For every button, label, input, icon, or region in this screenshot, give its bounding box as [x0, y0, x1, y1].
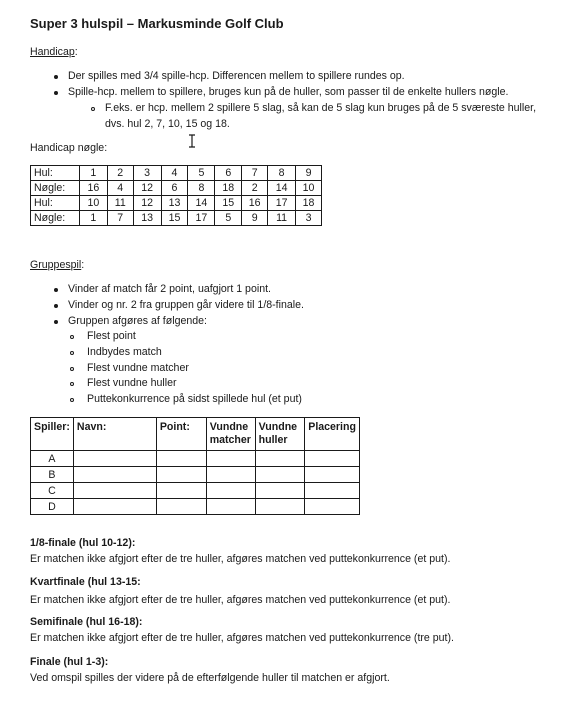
key-cell: 5	[215, 211, 242, 226]
table-row	[31, 483, 360, 499]
key-cell: 4	[161, 166, 188, 181]
empty-cell[interactable]	[73, 467, 156, 483]
criteria-item: Flest vundne huller	[87, 377, 177, 389]
handicap-example-line-2: dvs. hul 2, 7, 10, 15 og 18.	[105, 118, 230, 130]
criteria-item: Flest point	[87, 330, 136, 342]
player-label: C	[31, 483, 74, 499]
key-cell: 17	[268, 196, 296, 211]
group-bullet-1: Vinder af match får 2 point, uafgjort 1 point.	[68, 283, 271, 295]
header-spiller: Spiller:	[31, 418, 74, 451]
empty-cell[interactable]	[156, 499, 206, 515]
handicap-example-line-1: F.eks. er hcp. mellem 2 spillere 5 slag, så kan de 5 slag kun bruges på de 5 sværeste huller,	[105, 102, 537, 114]
key-cell: 1	[79, 166, 107, 181]
empty-cell[interactable]	[255, 499, 305, 515]
key-cell: 13	[161, 196, 188, 211]
key-cell: 18	[296, 196, 322, 211]
key-cell: 18	[215, 181, 242, 196]
empty-cell[interactable]	[206, 499, 255, 515]
group-table	[30, 417, 360, 515]
round-text: Er matchen ikke afgjort efter de tre huller, afgøres matchen ved puttekonkurrence (et put).	[30, 594, 451, 606]
key-cell: 10	[79, 196, 107, 211]
key-cell: 8	[188, 181, 215, 196]
key-cell: 1	[79, 211, 107, 226]
bullet-icon	[54, 75, 58, 79]
handicap-key-table	[30, 165, 322, 226]
key-cell: 11	[268, 211, 296, 226]
header-navn: Navn:	[73, 418, 156, 451]
group-table-body	[31, 451, 360, 515]
table-row	[31, 499, 360, 515]
key-cell: 12	[133, 196, 161, 211]
empty-cell[interactable]	[305, 451, 360, 467]
handicap-bullet-2: Spille-hcp. mellem to spillere, bruges kun på de huller, som passer til de enkelte hullers nøgle.	[68, 86, 509, 98]
key-table-row	[31, 196, 322, 211]
round-text: Er matchen ikke afgjort efter de tre huller, afgøres matchen ved puttekonkurrence (tre put).	[30, 632, 454, 644]
text-cursor-icon	[188, 134, 196, 148]
key-cell: 6	[215, 166, 242, 181]
key-cell: 17	[188, 211, 215, 226]
key-cell: 9	[242, 211, 268, 226]
handicap-bullet-1: Der spilles med 3/4 spille-hcp. Differencen mellem to spillere rundes op.	[68, 70, 405, 82]
player-label: D	[31, 499, 74, 515]
group-table-header-row	[31, 418, 360, 451]
key-cell: 2	[107, 166, 133, 181]
group-heading-colon: :	[81, 259, 85, 271]
key-cell: 16	[242, 196, 268, 211]
key-cell: 9	[296, 166, 322, 181]
empty-cell[interactable]	[73, 499, 156, 515]
criteria-item: Puttekonkurrence på sidst spillede hul (et put)	[87, 393, 302, 405]
round-heading: Semifinale (hul 16-18):	[30, 616, 143, 628]
empty-cell[interactable]	[305, 499, 360, 515]
key-cell: 15	[215, 196, 242, 211]
round-text: Er matchen ikke afgjort efter de tre huller, afgøres matchen ved puttekonkurrence (et put).	[30, 553, 451, 565]
empty-cell[interactable]	[255, 467, 305, 483]
key-cell: 4	[107, 181, 133, 196]
table-row	[31, 467, 360, 483]
empty-cell[interactable]	[206, 467, 255, 483]
bullet-icon	[54, 320, 58, 324]
empty-cell[interactable]	[305, 467, 360, 483]
header-point: Point:	[156, 418, 206, 451]
key-cell: 2	[242, 181, 268, 196]
key-cell: 6	[161, 181, 188, 196]
empty-cell[interactable]	[156, 467, 206, 483]
page-title: Super 3 hulspil – Markusminde Golf Club	[30, 16, 284, 31]
round-heading: Finale (hul 1-3):	[30, 656, 109, 668]
group-heading-text: Gruppespil	[30, 259, 82, 271]
key-row-label: Hul:	[31, 196, 80, 211]
empty-cell[interactable]	[255, 451, 305, 467]
circle-bullet-icon	[91, 107, 95, 111]
criteria-item: Flest vundne matcher	[87, 362, 189, 374]
key-cell: 10	[296, 181, 322, 196]
handicap-heading-text: Handicap	[30, 46, 75, 58]
key-table-row	[31, 166, 322, 181]
key-cell: 3	[296, 211, 322, 226]
key-cell: 7	[242, 166, 268, 181]
key-table-caption: Handicap nøgle:	[30, 142, 108, 154]
key-table-row	[31, 211, 322, 226]
round-heading: 1/8-finale (hul 10-12):	[30, 537, 136, 549]
header-placering: Placering	[305, 418, 360, 451]
round-text: Ved omspil spilles der videre på de efterfølgende huller til matchen er afgjort.	[30, 672, 390, 684]
bullet-icon	[54, 91, 58, 95]
round-heading: Kvartfinale (hul 13-15:	[30, 576, 141, 588]
key-row-label: Nøgle:	[31, 211, 80, 226]
player-label: A	[31, 451, 74, 467]
key-cell: 8	[268, 166, 296, 181]
circle-bullet-icon	[70, 367, 74, 371]
empty-cell[interactable]	[305, 483, 360, 499]
key-row-label: Nøgle:	[31, 181, 80, 196]
key-cell: 12	[133, 181, 161, 196]
key-cell: 15	[161, 211, 188, 226]
key-cell: 13	[133, 211, 161, 226]
empty-cell[interactable]	[206, 451, 255, 467]
key-cell: 3	[133, 166, 161, 181]
circle-bullet-icon	[70, 398, 74, 402]
bullet-icon	[54, 304, 58, 308]
key-table-body	[31, 166, 322, 226]
key-cell: 7	[107, 211, 133, 226]
bullet-icon	[54, 288, 58, 292]
player-label: B	[31, 467, 74, 483]
key-cell: 5	[188, 166, 215, 181]
empty-cell[interactable]	[255, 483, 305, 499]
key-cell: 14	[268, 181, 296, 196]
group-bullet-2: Vinder og nr. 2 fra gruppen går videre til 1/8-finale.	[68, 299, 304, 311]
header-vundne-huller: Vundne huller	[255, 418, 305, 451]
empty-cell[interactable]	[73, 451, 156, 467]
key-table-row	[31, 181, 322, 196]
empty-cell[interactable]	[156, 483, 206, 499]
empty-cell[interactable]	[156, 451, 206, 467]
group-heading	[30, 259, 84, 271]
key-row-label: Hul:	[31, 166, 80, 181]
circle-bullet-icon	[70, 351, 74, 355]
circle-bullet-icon	[70, 382, 74, 386]
key-cell: 11	[107, 196, 133, 211]
empty-cell[interactable]	[206, 483, 255, 499]
empty-cell[interactable]	[73, 483, 156, 499]
key-cell: 14	[188, 196, 215, 211]
key-cell: 16	[79, 181, 107, 196]
header-vundne-matcher: Vundne matcher	[206, 418, 255, 451]
circle-bullet-icon	[70, 335, 74, 339]
table-row	[31, 451, 360, 467]
handicap-heading-colon: :	[74, 46, 78, 58]
group-bullet-3: Gruppen afgøres af følgende:	[68, 315, 207, 327]
handicap-heading	[30, 46, 78, 58]
criteria-item: Indbydes match	[87, 346, 162, 358]
